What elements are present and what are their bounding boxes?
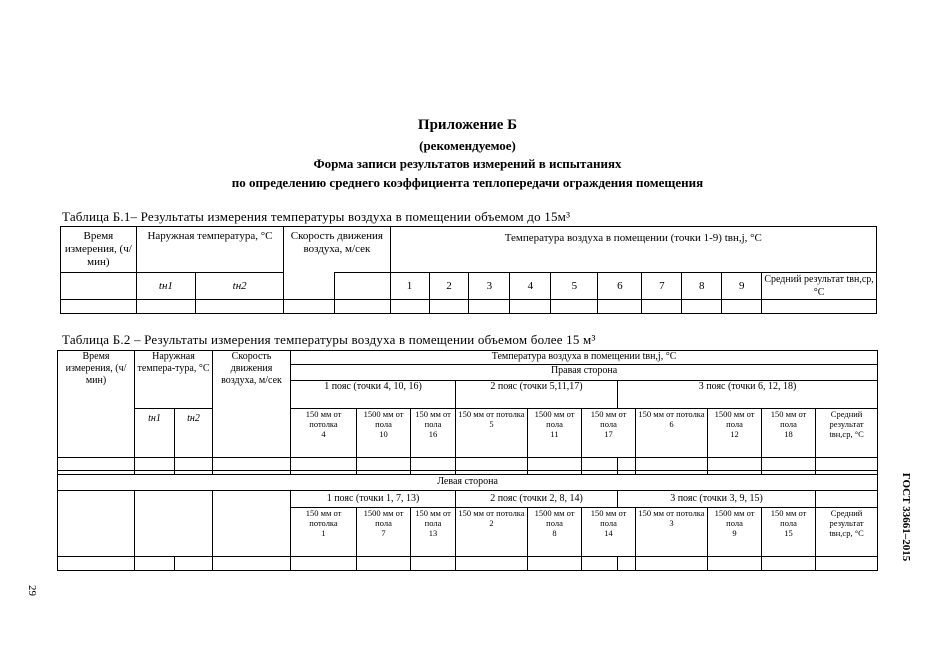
standard-label <box>897 465 915 575</box>
t1-data-cell <box>335 300 390 314</box>
t2-right-point <box>456 409 528 458</box>
t2-point-distance: 1500 мм от пола <box>534 508 575 528</box>
t2-point-number: 1 <box>321 528 326 538</box>
t2-data-cell <box>582 557 618 571</box>
t2-data-cell <box>762 458 816 471</box>
t2-point-number: 5 <box>489 419 494 429</box>
t2-left-time-blank <box>58 491 135 557</box>
page-number-text: 29 <box>26 585 38 596</box>
t2-point-number: 2 <box>489 518 494 528</box>
t2-data-cell <box>58 557 135 571</box>
t2-right-point <box>411 409 456 458</box>
t2-right-belt-3: 3 пояс (точки 6, 12, 18) <box>618 381 878 409</box>
t1-point: 5 <box>551 273 598 300</box>
t2-data-cell <box>582 458 618 471</box>
t2-data-cell <box>456 557 528 571</box>
t2-point-number: 17 <box>604 429 613 439</box>
t2-left-speed-blank <box>213 491 291 557</box>
t1-cell-speed-b <box>335 273 390 300</box>
t2-point-distance: 150 мм от потолка <box>458 409 525 419</box>
t2-data-cell <box>528 557 582 571</box>
t2-data-cell <box>636 557 708 571</box>
t1-point: 1 <box>390 273 429 300</box>
t2-point-number: 14 <box>604 528 613 538</box>
t2-sub-tn1: tн1 <box>135 409 175 458</box>
t2-point-number: 6 <box>669 419 674 429</box>
t2-data-cell <box>175 557 213 571</box>
t2-data-cell <box>411 458 456 471</box>
t2-point-number: 18 <box>784 429 793 439</box>
t2-left-point <box>456 508 528 557</box>
t2-point-distance: 150 мм от потолка <box>458 508 525 518</box>
t1-point: 2 <box>429 273 469 300</box>
t2-point-number: 8 <box>552 528 557 538</box>
t2-left-avg-header: Средний результат tвн,ср, °С <box>816 508 878 557</box>
page-number <box>25 586 39 606</box>
t2-header-outdoor: Наружная темпера-тура, °С <box>135 351 213 409</box>
t2-right-belt-1: 1 пояс (точки 4, 10, 16) <box>291 381 456 409</box>
t2-point-distance: 150 мм от потолка <box>638 508 705 518</box>
t2-point-number: 3 <box>669 518 674 528</box>
t2-data-cell <box>411 557 456 571</box>
t2-right-point <box>357 409 411 458</box>
t2-left-point <box>357 508 411 557</box>
t1-data-cell <box>429 300 469 314</box>
t2-point-number: 12 <box>730 429 739 439</box>
t2-point-number: 11 <box>550 429 559 439</box>
t2-point-number: 9 <box>732 528 737 538</box>
t2-point-distance: 150 мм от пола <box>590 409 627 429</box>
t2-left-point <box>708 508 762 557</box>
t2-right-avg-header: Средний результат tвн,ср, °С <box>816 409 878 458</box>
t2-point-distance: 150 мм от пола <box>590 508 627 528</box>
form-title-line2: по определению среднего коэффициента теплопередачи ограждения помещения <box>231 175 704 190</box>
t1-data-cell <box>510 300 551 314</box>
t1-data-cell <box>61 300 137 314</box>
t1-header-time: Время измерения, (ч/мин) <box>61 227 137 273</box>
t1-data-cell <box>642 300 682 314</box>
t2-data-cell <box>816 458 878 471</box>
t2-data-cell <box>357 458 411 471</box>
standard-label-text: ГОСТ 33661–2015 <box>900 472 912 562</box>
appendix-status: (рекомендуемое) <box>419 138 516 153</box>
t2-left-belt-blank <box>816 491 878 508</box>
t2-point-distance: 150 мм от пола <box>415 508 451 528</box>
t2-data-cell <box>213 557 291 571</box>
t2-left-point <box>411 508 456 557</box>
t2-point-number: 15 <box>784 528 793 538</box>
t2-right-point <box>708 409 762 458</box>
table1-caption: Таблица Б.1– Результаты измерения температуры воздуха в помещении объемом до 15м³ <box>62 209 571 224</box>
t2-left-point <box>291 508 357 557</box>
table2 <box>57 350 878 571</box>
t2-data-cell <box>816 557 878 571</box>
t2-data-cell <box>708 458 762 471</box>
t2-data-cell <box>175 458 213 471</box>
t1-point: 3 <box>469 273 510 300</box>
t2-point-distance: 1500 мм от пола <box>714 508 755 528</box>
t1-data-cell <box>390 300 429 314</box>
t2-left-side: Левая сторона <box>58 475 878 491</box>
t1-point: 9 <box>722 273 762 300</box>
t2-point-number: 10 <box>379 429 388 439</box>
t2-right-point <box>291 409 357 458</box>
t2-data-cell <box>618 458 636 471</box>
t1-point: 7 <box>642 273 682 300</box>
t2-point-number: 4 <box>321 429 326 439</box>
table1 <box>60 226 877 314</box>
t1-header-indoor-text: Температура воздуха в помещении (точки 1-9) tвн,j, °С <box>504 232 762 244</box>
appendix-title: Приложение Б <box>417 117 518 133</box>
t2-data-cell <box>213 458 291 471</box>
t2-right-point <box>636 409 708 458</box>
t1-header-speed: Скорость движения воздуха, м/сек <box>284 227 390 273</box>
t2-left-point <box>762 508 816 557</box>
t1-cell-speed-a <box>284 273 335 300</box>
t2-point-distance: 150 мм от потолка <box>638 409 705 419</box>
t1-data-cell <box>598 300 642 314</box>
t2-left-point <box>636 508 708 557</box>
t2-point-distance: 1500 мм от пола <box>363 508 404 528</box>
t2-data-cell <box>618 557 636 571</box>
t2-point-distance: 1500 мм от пола <box>534 409 575 429</box>
t2-point-number: 7 <box>381 528 386 538</box>
t2-data-cell <box>636 458 708 471</box>
t1-avg-header: Средний результат tвн,ср, °С <box>762 273 877 300</box>
t1-data-cell <box>682 300 722 314</box>
t2-point-distance: 1500 мм от пола <box>714 409 755 429</box>
t2-right-point <box>528 409 582 458</box>
t1-cell-time-sub <box>61 273 137 300</box>
t2-data-cell <box>528 458 582 471</box>
t2-data-cell <box>357 557 411 571</box>
t2-point-distance: 1500 мм от пола <box>363 409 404 429</box>
t1-header-indoor <box>390 227 876 273</box>
t2-point-distance: 150 мм от пола <box>415 409 451 429</box>
t1-data-cell <box>762 300 877 314</box>
t1-data-cell <box>284 300 335 314</box>
t2-left-outdoor-blank <box>135 491 213 557</box>
t2-data-cell <box>456 458 528 471</box>
t2-point-distance: 150 мм от пола <box>770 508 807 528</box>
t2-right-side: Правая сторона <box>291 365 878 381</box>
t2-left-belt-3: 3 пояс (точки 3, 9, 15) <box>618 491 816 508</box>
t2-point-distance: 150 мм от пола <box>770 409 807 429</box>
t2-header-time: Время измерения, (ч/мин) <box>58 351 135 458</box>
t2-header-speed: Скорость движения воздуха, м/сек <box>213 351 291 458</box>
t2-sub-tn2: tн2 <box>175 409 213 458</box>
t2-data-cell <box>762 557 816 571</box>
t1-header-outdoor: Наружная температура, °С <box>136 227 283 273</box>
t1-point: 8 <box>682 273 722 300</box>
t2-data-cell <box>135 557 175 571</box>
t1-data-cell <box>722 300 762 314</box>
t1-point: 6 <box>598 273 642 300</box>
t2-data-cell <box>58 458 135 471</box>
t1-data-cell <box>469 300 510 314</box>
t2-left-belt-2: 2 пояс (точки 2, 8, 14) <box>456 491 618 508</box>
t2-data-cell <box>135 458 175 471</box>
t1-point: 4 <box>510 273 551 300</box>
t2-data-cell <box>708 557 762 571</box>
t2-right-point <box>762 409 816 458</box>
t2-right-belt-2: 2 пояс (точки 5,11,17) <box>456 381 618 409</box>
t2-left-point <box>528 508 582 557</box>
t2-data-cell <box>291 458 357 471</box>
t2-point-distance: 150 мм от потолка <box>305 409 342 429</box>
t1-data-cell <box>196 300 284 314</box>
t1-sub-tn2: tн2 <box>196 273 284 300</box>
t2-right-point <box>582 409 636 458</box>
t2-point-number: 16 <box>428 429 438 439</box>
table2-caption: Таблица Б.2 – Результаты измерения температуры воздуха в помещении объемом более 15 м³ <box>62 332 596 347</box>
t1-data-cell <box>551 300 598 314</box>
t2-header-indoor: Температура воздуха в помещении tвн,j, °С <box>291 351 878 365</box>
t2-data-cell <box>291 557 357 571</box>
t2-point-distance: 150 мм от потолка <box>305 508 342 528</box>
t1-data-cell <box>136 300 195 314</box>
t1-sub-tn1: tн1 <box>136 273 195 300</box>
t2-left-belt-1: 1 пояс (точки 1, 7, 13) <box>291 491 456 508</box>
t2-left-point <box>582 508 636 557</box>
form-title-line1: Форма записи результатов измерений в испытаниях <box>313 156 622 171</box>
t2-point-number: 13 <box>428 528 438 538</box>
